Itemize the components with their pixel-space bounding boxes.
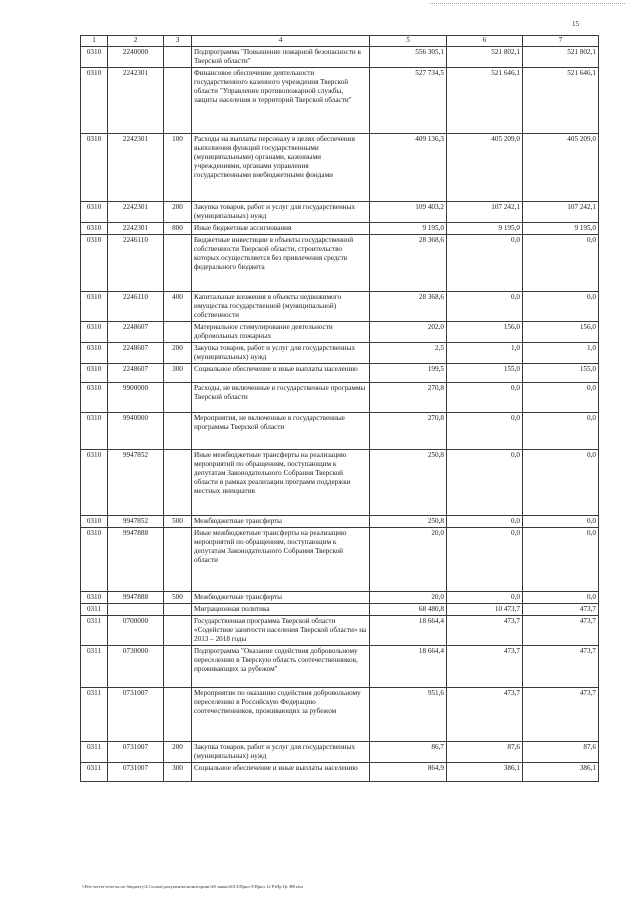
amount-col5-cell: 527 734,5	[370, 68, 447, 134]
target-article-cell: 2242301	[108, 223, 164, 235]
table-row	[81, 592, 599, 604]
amount-col5-cell: 9 195,0	[370, 223, 447, 235]
budget-table	[80, 35, 599, 782]
top-edge-mark	[430, 3, 625, 5]
table-row	[81, 604, 599, 616]
amount-col7-cell: 521 802,1	[523, 47, 599, 68]
description-cell: Подпрограмма "Повышение пожарной безопасности в Тверской области"	[192, 47, 370, 68]
amount-col6-cell: 521 802,1	[447, 47, 523, 68]
amount-col5-cell: 270,8	[370, 383, 447, 413]
amount-col5-cell: 556 305,1	[370, 47, 447, 68]
amount-col6-cell: 0,0	[447, 450, 523, 516]
section-code-cell: 0310	[81, 68, 108, 134]
amount-col6-cell: 473,7	[447, 616, 523, 646]
table-row	[81, 235, 599, 292]
description-cell: Иные межбюджетные трансферты на реализацию мероприятий по обращениям, поступающим к депутатам Законодательного Собрания Тверской области в рамках реализации программ поддержки местных инициатив	[192, 450, 370, 516]
amount-col7-cell: 0,0	[523, 235, 599, 292]
amount-col7-cell: 0,0	[523, 292, 599, 322]
section-code-cell: 0310	[81, 292, 108, 322]
amount-col6-cell: 10 473,7	[447, 604, 523, 616]
amount-col7-cell: 9 195,0	[523, 223, 599, 235]
expense-type-cell: 500	[164, 516, 192, 528]
description-cell: Расходы, не включенные в государственные программы Тверской области	[192, 383, 370, 413]
amount-col5-cell: 409 136,3	[370, 134, 447, 202]
table-header-row	[81, 36, 599, 47]
amount-col5-cell: 109 403,2	[370, 202, 447, 223]
amount-col6-cell: 107 242,1	[447, 202, 523, 223]
expense-type-cell	[164, 235, 192, 292]
section-code-cell: 0310	[81, 413, 108, 450]
expense-type-cell: 800	[164, 223, 192, 235]
amount-col5-cell: 250,8	[370, 450, 447, 516]
amount-col5-cell: 18 664,4	[370, 616, 447, 646]
expense-type-cell: 300	[164, 763, 192, 782]
target-article-cell: 2242301	[108, 134, 164, 202]
description-cell: Межбюджетные трансферты	[192, 592, 370, 604]
table-row	[81, 646, 599, 688]
amount-col6-cell: 0,0	[447, 592, 523, 604]
amount-col6-cell: 521 646,1	[447, 68, 523, 134]
amount-col7-cell: 521 646,1	[523, 68, 599, 134]
expense-type-cell	[164, 646, 192, 688]
amount-col5-cell: 2,5	[370, 343, 447, 364]
target-article-cell: 2240000	[108, 47, 164, 68]
amount-col5-cell: 20,0	[370, 592, 447, 604]
description-cell: Капитальные вложения в объекты недвижимого имущества государственной (муниципальной) собственности	[192, 292, 370, 322]
section-code-cell: 0310	[81, 516, 108, 528]
col-header: 4	[192, 36, 370, 47]
description-cell: Финансовое обеспечение деятельности государственного казенного учреждения Тверской области "Управление противопожарной службы, защиты населения и территорий Тверской области"	[192, 68, 370, 134]
section-code-cell: 0310	[81, 322, 108, 343]
description-cell: Межбюджетные трансферты	[192, 516, 370, 528]
expense-type-cell	[164, 383, 192, 413]
amount-col6-cell: 155,0	[447, 364, 523, 383]
amount-col5-cell: 202,0	[370, 322, 447, 343]
col-header: 1	[81, 36, 108, 47]
col-header: 5	[370, 36, 447, 47]
target-article-cell	[108, 604, 164, 616]
table-row	[81, 413, 599, 450]
description-cell: Материальное стимулирование деятельности добровольных пожарных	[192, 322, 370, 343]
amount-col7-cell: 473,7	[523, 616, 599, 646]
amount-col6-cell: 1,0	[447, 343, 523, 364]
table-row	[81, 134, 599, 202]
expense-type-cell	[164, 616, 192, 646]
table-row	[81, 763, 599, 782]
amount-col5-cell: 28 368,6	[370, 235, 447, 292]
amount-col6-cell: 9 195,0	[447, 223, 523, 235]
expense-type-cell	[164, 68, 192, 134]
target-article-cell: 9940000	[108, 413, 164, 450]
amount-col5-cell: 270,8	[370, 413, 447, 450]
amount-col6-cell: 473,7	[447, 646, 523, 688]
amount-col6-cell: 0,0	[447, 383, 523, 413]
amount-col6-cell: 0,0	[447, 413, 523, 450]
amount-col6-cell: 0,0	[447, 292, 523, 322]
description-cell: Иные межбюджетные трансферты на реализацию мероприятий по обращениям, поступающим к депутатам Законодательного Собрания Тверской области	[192, 528, 370, 592]
target-article-cell: 9947888	[108, 592, 164, 604]
description-cell: Подпрограмма "Оказание содействия добровольному переселению в Тверскую область соотечественников, проживающих за рубежом"	[192, 646, 370, 688]
section-code-cell: 0310	[81, 47, 108, 68]
expense-type-cell: 500	[164, 592, 192, 604]
amount-col7-cell: 0,0	[523, 592, 599, 604]
table-row	[81, 688, 599, 742]
section-code-cell: 0310	[81, 364, 108, 383]
expense-type-cell: 100	[164, 134, 192, 202]
section-code-cell: 0310	[81, 134, 108, 202]
table-row	[81, 528, 599, 592]
description-cell: Бюджетные инвестиции в объекты государственной собственности Тверской области, строительство которых осуществляется без привлечения средств федерального бюджета	[192, 235, 370, 292]
section-code-cell: 0311	[81, 763, 108, 782]
description-cell: Социальное обеспечение и иные выплаты населению	[192, 364, 370, 383]
description-cell: Иные бюджетные ассигнования	[192, 223, 370, 235]
table-row	[81, 202, 599, 223]
col-header: 7	[523, 36, 599, 47]
col-header: 6	[447, 36, 523, 47]
section-code-cell: 0311	[81, 646, 108, 688]
section-code-cell: 0310	[81, 223, 108, 235]
table-row	[81, 47, 599, 68]
amount-col7-cell: 0,0	[523, 528, 599, 592]
section-code-cell: 0310	[81, 528, 108, 592]
amount-col7-cell: 0,0	[523, 516, 599, 528]
amount-col7-cell: 473,7	[523, 604, 599, 616]
target-article-cell: 0731007	[108, 763, 164, 782]
amount-col7-cell: 156,0	[523, 322, 599, 343]
amount-col5-cell: 28 368,6	[370, 292, 447, 322]
target-article-cell: 2246110	[108, 292, 164, 322]
table-row	[81, 223, 599, 235]
section-code-cell: 0311	[81, 688, 108, 742]
table-row	[81, 383, 599, 413]
file-path-footer: \\File-server\отчеты по бюджету\З.Сосков\документы\мониторинг\49 закон\2013\Прил 5\Прил 12 РзПр Цс ВР.xlsx	[82, 884, 304, 889]
amount-col7-cell: 87,6	[523, 742, 599, 763]
amount-col5-cell: 68 480,8	[370, 604, 447, 616]
amount-col5-cell: 250,8	[370, 516, 447, 528]
amount-col5-cell: 20,0	[370, 528, 447, 592]
description-cell: Социальное обеспечение и иные выплаты населению	[192, 763, 370, 782]
table-row	[81, 68, 599, 134]
amount-col6-cell: 0,0	[447, 235, 523, 292]
description-cell: Закупка товаров, работ и услуг для государственных (муниципальных) нужд	[192, 343, 370, 364]
section-code-cell: 0311	[81, 604, 108, 616]
table-row	[81, 742, 599, 763]
amount-col6-cell: 0,0	[447, 528, 523, 592]
expense-type-cell	[164, 413, 192, 450]
target-article-cell: 9947888	[108, 528, 164, 592]
amount-col7-cell: 1,0	[523, 343, 599, 364]
section-code-cell: 0310	[81, 383, 108, 413]
expense-type-cell	[164, 450, 192, 516]
section-code-cell: 0310	[81, 592, 108, 604]
target-article-cell: 0731007	[108, 742, 164, 763]
amount-col6-cell: 87,6	[447, 742, 523, 763]
amount-col7-cell: 473,7	[523, 646, 599, 688]
section-code-cell: 0311	[81, 742, 108, 763]
description-cell: Закупка товаров, работ и услуг для государственных (муниципальных) нужд	[192, 202, 370, 223]
amount-col7-cell: 386,1	[523, 763, 599, 782]
amount-col5-cell: 864,9	[370, 763, 447, 782]
target-article-cell: 9900000	[108, 383, 164, 413]
amount-col5-cell: 951,6	[370, 688, 447, 742]
expense-type-cell: 300	[164, 364, 192, 383]
section-code-cell: 0310	[81, 343, 108, 364]
table-body	[81, 47, 599, 782]
table-row	[81, 322, 599, 343]
page-number: 15	[572, 20, 579, 28]
col-header: 2	[108, 36, 164, 47]
section-code-cell: 0310	[81, 450, 108, 516]
amount-col5-cell: 199,5	[370, 364, 447, 383]
description-cell: Государственная программа Тверской области «Содействие занятости населения Тверской области» на 2013 – 2018 годы	[192, 616, 370, 646]
expense-type-cell: 200	[164, 742, 192, 763]
amount-col7-cell: 155,0	[523, 364, 599, 383]
description-cell: Расходы на выплаты персоналу в целях обеспечения выполнения функций государственными (муниципальными) органами, казенными учреждениями, органами управления государственными внебюджетными фондами	[192, 134, 370, 202]
description-cell: Миграционная политика	[192, 604, 370, 616]
section-code-cell: 0310	[81, 235, 108, 292]
amount-col6-cell: 386,1	[447, 763, 523, 782]
amount-col5-cell: 18 664,4	[370, 646, 447, 688]
target-article-cell: 0700000	[108, 616, 164, 646]
target-article-cell: 2242301	[108, 68, 164, 134]
amount-col7-cell: 405 209,0	[523, 134, 599, 202]
description-cell: Закупка товаров, работ и услуг для государственных (муниципальных) нужд	[192, 742, 370, 763]
table-row	[81, 364, 599, 383]
col-header: 3	[164, 36, 192, 47]
table-row	[81, 343, 599, 364]
target-article-cell: 2246110	[108, 235, 164, 292]
table-row	[81, 516, 599, 528]
expense-type-cell	[164, 322, 192, 343]
amount-col5-cell: 86,7	[370, 742, 447, 763]
expense-type-cell: 200	[164, 343, 192, 364]
amount-col7-cell: 0,0	[523, 413, 599, 450]
target-article-cell: 2248607	[108, 364, 164, 383]
expense-type-cell	[164, 688, 192, 742]
amount-col7-cell: 0,0	[523, 450, 599, 516]
target-article-cell: 2242301	[108, 202, 164, 223]
expense-type-cell	[164, 47, 192, 68]
section-code-cell: 0310	[81, 202, 108, 223]
amount-col7-cell: 0,0	[523, 383, 599, 413]
section-code-cell: 0311	[81, 616, 108, 646]
amount-col7-cell: 107 242,1	[523, 202, 599, 223]
target-article-cell: 2248607	[108, 343, 164, 364]
expense-type-cell: 400	[164, 292, 192, 322]
table-row	[81, 450, 599, 516]
description-cell: Мероприятие по оказанию содействия добровольному переселению в Российскую Федерацию соотечественников, проживающих за рубежом	[192, 688, 370, 742]
target-article-cell: 2248607	[108, 322, 164, 343]
target-article-cell: 0730000	[108, 646, 164, 688]
table-row	[81, 292, 599, 322]
description-cell: Мероприятия, не включенные в государственные программы Тверской области	[192, 413, 370, 450]
target-article-cell: 9947852	[108, 450, 164, 516]
amount-col6-cell: 156,0	[447, 322, 523, 343]
expense-type-cell	[164, 604, 192, 616]
expense-type-cell	[164, 528, 192, 592]
amount-col6-cell: 473,7	[447, 688, 523, 742]
amount-col6-cell: 0,0	[447, 516, 523, 528]
amount-col7-cell: 473,7	[523, 688, 599, 742]
amount-col6-cell: 405 209,0	[447, 134, 523, 202]
table-row	[81, 616, 599, 646]
expense-type-cell: 200	[164, 202, 192, 223]
target-article-cell: 0731007	[108, 688, 164, 742]
target-article-cell: 9947852	[108, 516, 164, 528]
